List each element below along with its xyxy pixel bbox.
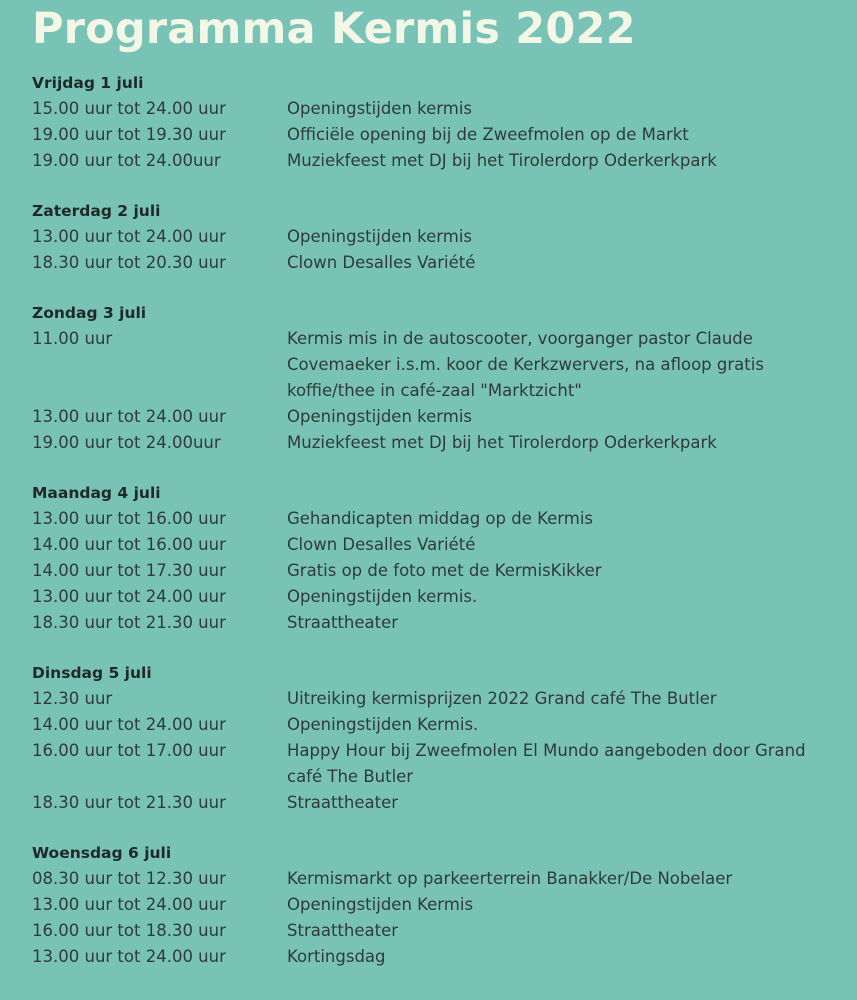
- event-row: [32, 250, 842, 276]
- event-description: Openingstijden kermis: [287, 99, 473, 118]
- day-heading: Woensdag 6 juli: [32, 844, 172, 862]
- day-section: [32, 199, 842, 276]
- event-time: 14.00 uur tot 16.00 uur: [32, 535, 226, 554]
- event-time: 18.30 uur tot 21.30 uur: [32, 793, 226, 812]
- event-row: [32, 610, 842, 636]
- event-time: 19.00 uur tot 19.30 uur: [32, 125, 226, 144]
- event-time: 13.00 uur tot 24.00 uur: [32, 587, 226, 606]
- event-description: Clown Desalles Variété: [287, 535, 476, 554]
- event-description: Straattheater: [287, 921, 399, 940]
- event-row: [32, 558, 842, 584]
- event-description: Openingstijden kermis.: [287, 587, 478, 606]
- event-row: [32, 892, 842, 918]
- event-time: 13.00 uur tot 24.00 uur: [32, 947, 226, 966]
- event-row: [32, 584, 842, 610]
- event-row: [32, 712, 842, 738]
- day-heading: Dinsdag 5 juli: [32, 664, 152, 682]
- event-time: 15.00 uur tot 24.00 uur: [32, 99, 226, 118]
- event-description: Openingstijden kermis: [287, 227, 473, 246]
- event-row: [32, 326, 842, 404]
- event-time: 14.00 uur tot 17.30 uur: [32, 561, 226, 580]
- day-section: [32, 71, 842, 174]
- event-row: [32, 918, 842, 944]
- event-description: Gehandicapten middag op de Kermis: [287, 509, 594, 528]
- event-row: [32, 944, 842, 970]
- event-description: Officiële opening bij de Zweefmolen op de Markt: [287, 125, 689, 144]
- event-description: Clown Desalles Variété: [287, 253, 476, 272]
- event-row: [32, 866, 842, 892]
- event-description: Straattheater: [287, 613, 399, 632]
- event-time: 18.30 uur tot 21.30 uur: [32, 613, 226, 632]
- event-row: [32, 790, 842, 816]
- day-heading: Zaterdag 2 juli: [32, 202, 161, 220]
- program-list: [32, 71, 842, 995]
- event-description: Happy Hour bij Zweefmolen El Mundo aangeboden door Grand café The Butler: [287, 741, 806, 786]
- event-row: [32, 122, 842, 148]
- event-time: 19.00 uur tot 24.00uur: [32, 151, 221, 170]
- event-row: [32, 148, 842, 174]
- event-row: [32, 738, 842, 790]
- day-heading: Maandag 4 juli: [32, 484, 161, 502]
- day-section: [32, 841, 842, 970]
- event-description: Muziekfeest met DJ bij het Tirolerdorp Oderkerkpark: [287, 433, 717, 452]
- event-row: [32, 506, 842, 532]
- day-heading: Zondag 3 juli: [32, 304, 147, 322]
- event-description: Straattheater: [287, 793, 399, 812]
- event-time: 16.00 uur tot 17.00 uur: [32, 741, 226, 760]
- event-row: [32, 224, 842, 250]
- event-description: Kermis mis in de autoscooter, voorganger pastor Claude Covemaeker i.s.m. koor de Kerkzwervers, na afloop gratis koffie/thee in café-zaal "Marktzicht": [287, 329, 764, 400]
- day-section: [32, 661, 842, 816]
- event-description: Kortingsdag: [287, 947, 386, 966]
- event-time: 14.00 uur tot 24.00 uur: [32, 715, 226, 734]
- event-time: 19.00 uur tot 24.00uur: [32, 433, 221, 452]
- event-row: [32, 532, 842, 558]
- event-time: 13.00 uur tot 24.00 uur: [32, 407, 226, 426]
- event-description: Openingstijden Kermis.: [287, 715, 479, 734]
- day-section: [32, 481, 842, 636]
- event-time: 13.00 uur tot 24.00 uur: [32, 227, 226, 246]
- event-description: Openingstijden Kermis: [287, 895, 474, 914]
- day-heading: Vrijdag 1 juli: [32, 74, 144, 92]
- event-time: 13.00 uur tot 24.00 uur: [32, 895, 226, 914]
- event-time: 12.30 uur: [32, 689, 113, 708]
- event-time: 18.30 uur tot 20.30 uur: [32, 253, 226, 272]
- event-row: [32, 404, 842, 430]
- day-section: [32, 301, 842, 456]
- event-time: 08.30 uur tot 12.30 uur: [32, 869, 226, 888]
- event-description: Uitreiking kermisprijzen 2022 Grand café The Butler: [287, 689, 717, 708]
- page-title: Programma Kermis 2022: [32, 4, 636, 54]
- event-time: 11.00 uur: [32, 329, 113, 348]
- event-description: Muziekfeest met DJ bij het Tirolerdorp Oderkerkpark: [287, 151, 717, 170]
- event-description: Gratis op de foto met de KermisKikker: [287, 561, 602, 580]
- event-description: Openingstijden kermis: [287, 407, 473, 426]
- event-row: [32, 686, 842, 712]
- event-time: 16.00 uur tot 18.30 uur: [32, 921, 226, 940]
- event-description: Kermismarkt op parkeerterrein Banakker/De Nobelaer: [287, 869, 733, 888]
- event-time: 13.00 uur tot 16.00 uur: [32, 509, 226, 528]
- event-row: [32, 430, 842, 456]
- event-row: [32, 96, 842, 122]
